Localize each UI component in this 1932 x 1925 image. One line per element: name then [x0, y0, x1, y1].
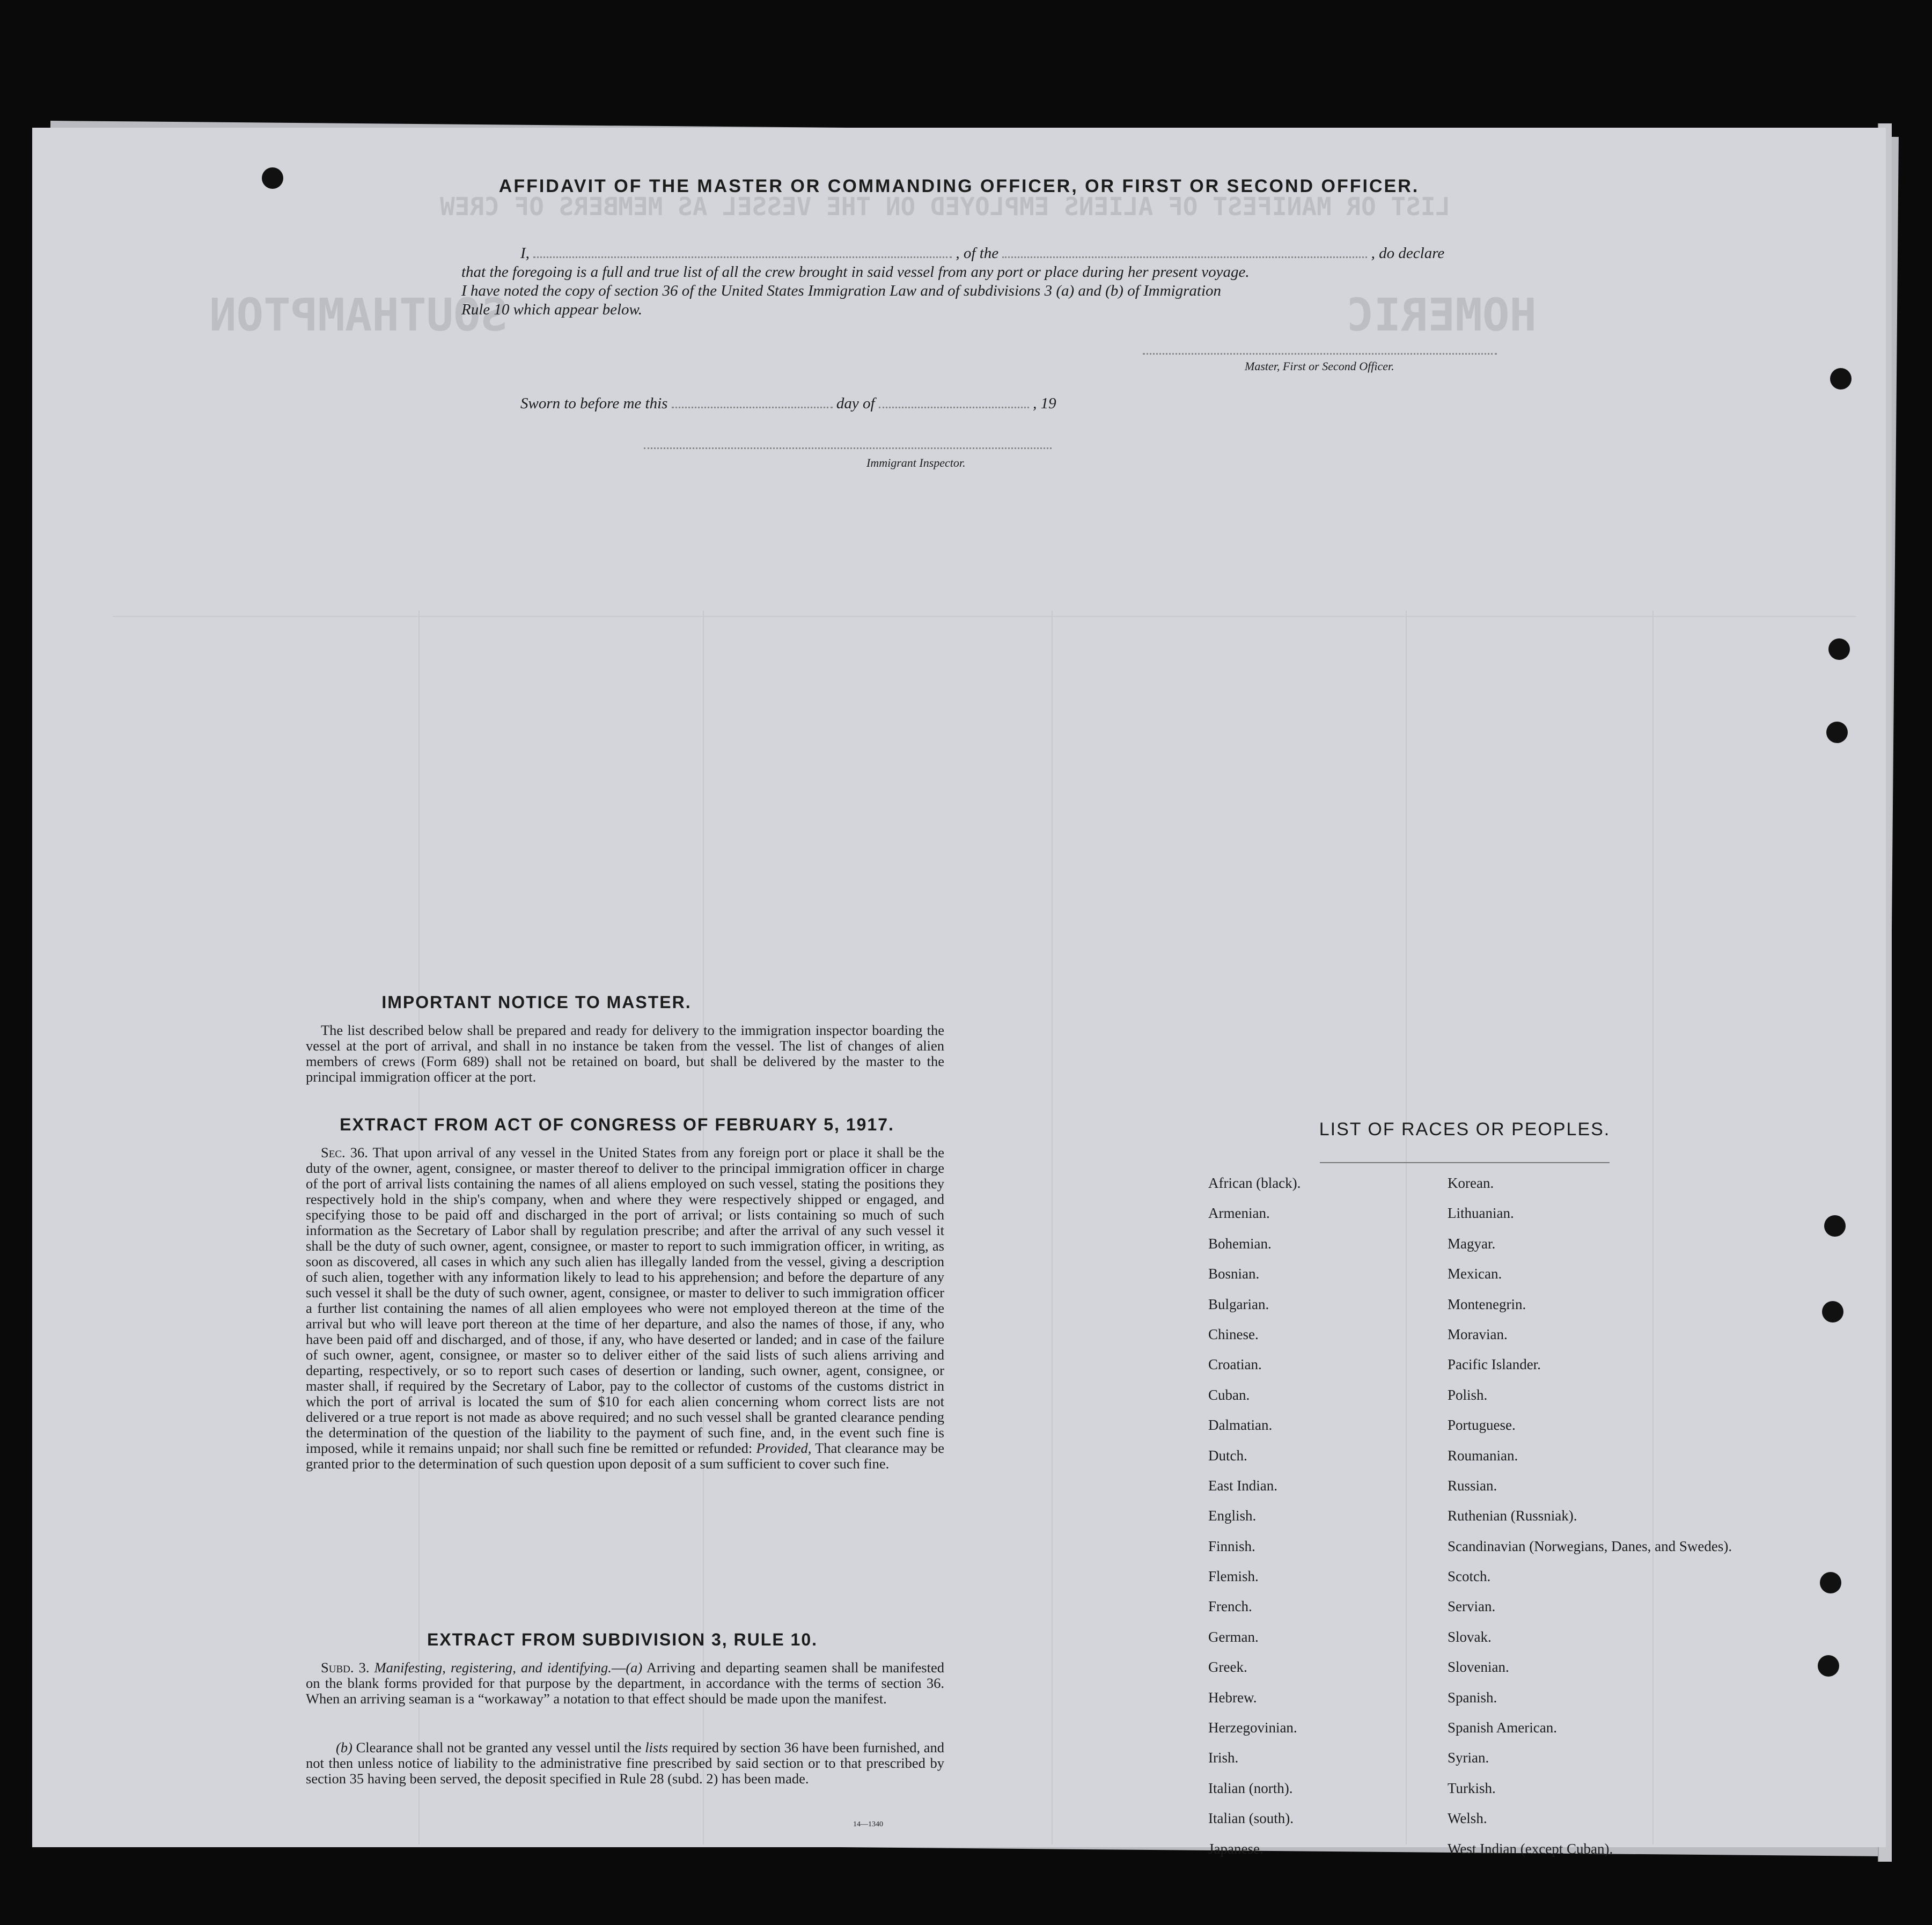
punch-hole: [1826, 722, 1848, 743]
affidavit-i: I,: [520, 245, 530, 262]
extract-act-body: [306, 1145, 944, 1472]
race-item: Slovak.: [1448, 1628, 1492, 1645]
race-item: Mexican.: [1448, 1266, 1502, 1282]
affidavit-line-4: Rule 10 which appear below.: [461, 301, 642, 318]
provided-word: Provided,: [756, 1440, 812, 1456]
subd-b-text-2: required by section 36 have been furnished, and not then unless notice of liability to the administrative fine prescribed by said section or to that prescribed by section 35 having been served, the deposit specified in Rule 28 (subd. 2) has been made.: [306, 1739, 945, 1787]
punch-hole: [1818, 1655, 1839, 1677]
race-item: English.: [1208, 1508, 1257, 1524]
race-item: Scotch.: [1448, 1568, 1491, 1585]
race-item: Moravian.: [1448, 1326, 1508, 1342]
race-item: Pacific Islander.: [1448, 1356, 1541, 1373]
race-item: Lithuanian.: [1448, 1205, 1514, 1222]
subd-a-label: (a): [626, 1659, 643, 1676]
sworn-day-blank[interactable]: [672, 395, 833, 408]
races-column-1: [1208, 1175, 1301, 1871]
document-page: [32, 128, 1886, 1857]
race-item: Scandinavian (Norwegians, Danes, and Swedes).: [1448, 1538, 1732, 1554]
race-item: Polish.: [1448, 1386, 1488, 1403]
affidavit-line-3: I have noted the copy of section 36 of the United States Immigration Law and of subdivisions 3 (a) and (b) of Immigration: [461, 282, 1222, 299]
sec-36-label: Sec. 36.: [321, 1144, 368, 1160]
race-item: Russian.: [1448, 1477, 1497, 1494]
subd-b-label: (b): [336, 1739, 352, 1755]
bleed-through-header: LIST OR MANIFEST OF ALIENS EMPLOYED ON THE VESSEL AS MEMBERS OF CREW: [440, 192, 1451, 221]
sworn-prefix: Sworn to before me this: [520, 395, 668, 412]
race-item: Croatian.: [1208, 1356, 1262, 1373]
race-item: Japanese.: [1208, 1840, 1263, 1857]
races-title-rule: [1320, 1162, 1610, 1163]
race-item: Bosnian.: [1208, 1266, 1260, 1282]
punch-hole: [1820, 1572, 1841, 1593]
race-item: Syrian.: [1448, 1750, 1489, 1766]
race-item: Bohemian.: [1208, 1235, 1272, 1252]
extract-rule-b: [306, 1740, 944, 1787]
race-item: Slovenian.: [1448, 1659, 1509, 1676]
bleed-through-vessel: HOMERIC: [1347, 289, 1537, 341]
affidavit-title: AFFIDAVIT OF THE MASTER OR COMMANDING OFFICER, OR FIRST OR SECOND OFFICER.: [498, 176, 1420, 196]
race-item: Italian (north).: [1208, 1780, 1293, 1796]
race-item: Ruthenian (Russniak).: [1448, 1508, 1577, 1524]
punch-hole: [262, 167, 283, 189]
sworn-line: [520, 395, 1056, 413]
master-signature-line[interactable]: [1143, 353, 1497, 355]
race-item: Spanish.: [1448, 1689, 1497, 1706]
race-item: Montenegrin.: [1448, 1296, 1526, 1312]
affidavit-declare: , do declare: [1371, 245, 1445, 262]
race-item: Armenian.: [1208, 1205, 1270, 1222]
race-item: Servian.: [1448, 1598, 1496, 1615]
race-item: Hebrew.: [1208, 1689, 1257, 1706]
punch-hole: [1828, 638, 1850, 660]
extract-rule-title: EXTRACT FROM SUBDIVISION 3, RULE 10.: [427, 1630, 818, 1649]
race-item: West Indian (except Cuban).: [1448, 1840, 1613, 1857]
form-code: 14—1340: [853, 1820, 883, 1828]
name-blank[interactable]: [533, 245, 952, 258]
subd-heading: Manifesting, registering, and identifying.: [374, 1659, 612, 1676]
sec-36-text-b: That clearance may be granted prior to the determination of such question upon deposit of a sum sufficient to cover such fine.: [306, 1440, 945, 1472]
inspector-signature-line[interactable]: [644, 447, 1052, 449]
sworn-year: , 19: [1033, 395, 1056, 412]
race-item: German.: [1208, 1628, 1259, 1645]
notice-title: IMPORTANT NOTICE TO MASTER.: [381, 993, 692, 1012]
race-item: Magyar.: [1448, 1235, 1496, 1252]
extract-act-title: EXTRACT FROM ACT OF CONGRESS OF FEBRUARY 5, 1917.: [340, 1115, 894, 1134]
race-item: Dalmatian.: [1208, 1417, 1273, 1434]
race-item: French.: [1208, 1598, 1252, 1615]
bleed-through-column: [1406, 611, 1407, 1845]
subd-label: Subd. 3.: [321, 1659, 370, 1676]
races-column-2: [1448, 1175, 1732, 1871]
subd-a-text: Arriving and departing seamen shall be manifested on the blank forms provided for that purpose by the department, in accordance with the terms of section 36. When an arriving seaman is a “workaway” a notation to that effect should be made upon the manifest.: [306, 1659, 944, 1707]
punch-hole: [1830, 368, 1852, 390]
bleed-through-column: [1052, 611, 1053, 1845]
punch-hole: [1822, 1301, 1843, 1322]
race-item: Welsh.: [1448, 1810, 1487, 1827]
race-item: Herzegovinian.: [1208, 1720, 1297, 1736]
subd-b-lists: lists: [645, 1739, 669, 1755]
race-item: Portuguese.: [1448, 1417, 1516, 1434]
notice-body: The list described below shall be prepared and ready for delivery to the immigration inspector boarding the vessel at the port of arrival, and shall in no instance be taken from the vessel. The list of changes of alien members of crews (Form 689) shall not be retained on board, but shall be delivered by the master to the principal immigration officer at the port.: [306, 1022, 944, 1085]
race-item: Finnish.: [1208, 1538, 1255, 1554]
bleed-through-port: SOUTHAMPTON: [209, 289, 508, 341]
race-item: Flemish.: [1208, 1568, 1259, 1585]
race-item: East Indian.: [1208, 1477, 1277, 1494]
affidavit-line-2: that the foregoing is a full and true list of all the crew brought in said vessel from any port or place during her present voyage.: [461, 263, 1250, 281]
race-item: Korean.: [1448, 1175, 1494, 1191]
race-item: Italian (south).: [1208, 1810, 1294, 1827]
affidavit-of-the: , of the: [956, 245, 999, 262]
race-item: Cuban.: [1208, 1386, 1250, 1403]
race-item: Chinese.: [1208, 1326, 1259, 1342]
race-item: Dutch.: [1208, 1447, 1247, 1464]
race-item: Roumanian.: [1448, 1447, 1518, 1464]
sworn-month-blank[interactable]: [879, 395, 1029, 408]
race-item: Irish.: [1208, 1750, 1239, 1766]
vessel-blank[interactable]: [1002, 245, 1367, 258]
sec-36-text-a: That upon arrival of any vessel in the United States from any foreign port or place it shall be the duty of the owner, agent, consignee, or master thereof to deliver to the principal immigration officer in charge of the port of arrival lists containing the names of all aliens employed on such vessel, stating the positions they respectively hold in the ship's company, when and where they were respectively shipped or engaged, and specifying those to be paid off and discharged in the port of arrival; or lists containing so much of such information as the Secretary of Labor shall by regulation prescribe; and after the arrival of any such vessel it shall be the duty of such owner, agent, consignee, or master to report to such immigration officer, in writing, as soon as discovered, all cases in which any such alien has illegally landed from the vessel, giving a description of such alien, together with any information likely to lead to his apprehension; and before the departure of any such vessel it shall be the duty of such owner, agent, consignee, or master to deliver to such immigration officer a further list containing the names of all alien employees who were not employed thereon at the time of the arrival but who will leave port thereon at the time of her departure, and also the names of those, if any, who have been paid off and discharged, and of those, if any, who have deserted or landed; and in case of the failure of such owner, agent, consignee, or master so to deliver either of the said lists of such aliens arriving and departing, respectively, or so to report such cases of desertion or landing, such owner, agent, consignee, or master shall, if required by the Secretary of Labor, pay to the collector of customs of the customs district in which the port of arrival is located the sum of $10 for each alien concerning whom correct lists are not delivered or a true report is not made as above required; and no such vessel shall be granted clearance pending the determination of the question of the liability to the payment of such fine, and, in the event such fine is imposed, while it remains unpaid; nor shall such fine be remitted or refunded:: [306, 1144, 944, 1456]
punch-hole: [1824, 1215, 1846, 1237]
race-item: Greek.: [1208, 1659, 1247, 1676]
subd-b-text-1: Clearance shall not be granted any vessel until the: [356, 1739, 642, 1755]
inspector-signature-label: Immigrant Inspector.: [866, 456, 966, 469]
races-title: LIST OF RACES OR PEOPLES.: [1319, 1119, 1611, 1140]
master-signature-label: Master, First or Second Officer.: [1245, 359, 1394, 373]
affidavit-line-1: [520, 245, 1444, 262]
race-item: Spanish American.: [1448, 1720, 1557, 1736]
race-item: Turkish.: [1448, 1780, 1496, 1796]
bleed-through-rule: [113, 616, 1856, 617]
extract-rule-a: Subd. 3. Manifesting, registering, and identifying.—(a) Arriving and departing seamen shall be manifested on the blank forms provided for that purpose by the department, in accordance with the terms of section 36. When an arriving seaman is a “workaway” a notation to that effect should be made upon the manifest.: [306, 1659, 944, 1707]
sworn-day-of: day of: [836, 395, 875, 412]
race-item: Bulgarian.: [1208, 1296, 1269, 1312]
race-item: African (black).: [1208, 1175, 1301, 1191]
